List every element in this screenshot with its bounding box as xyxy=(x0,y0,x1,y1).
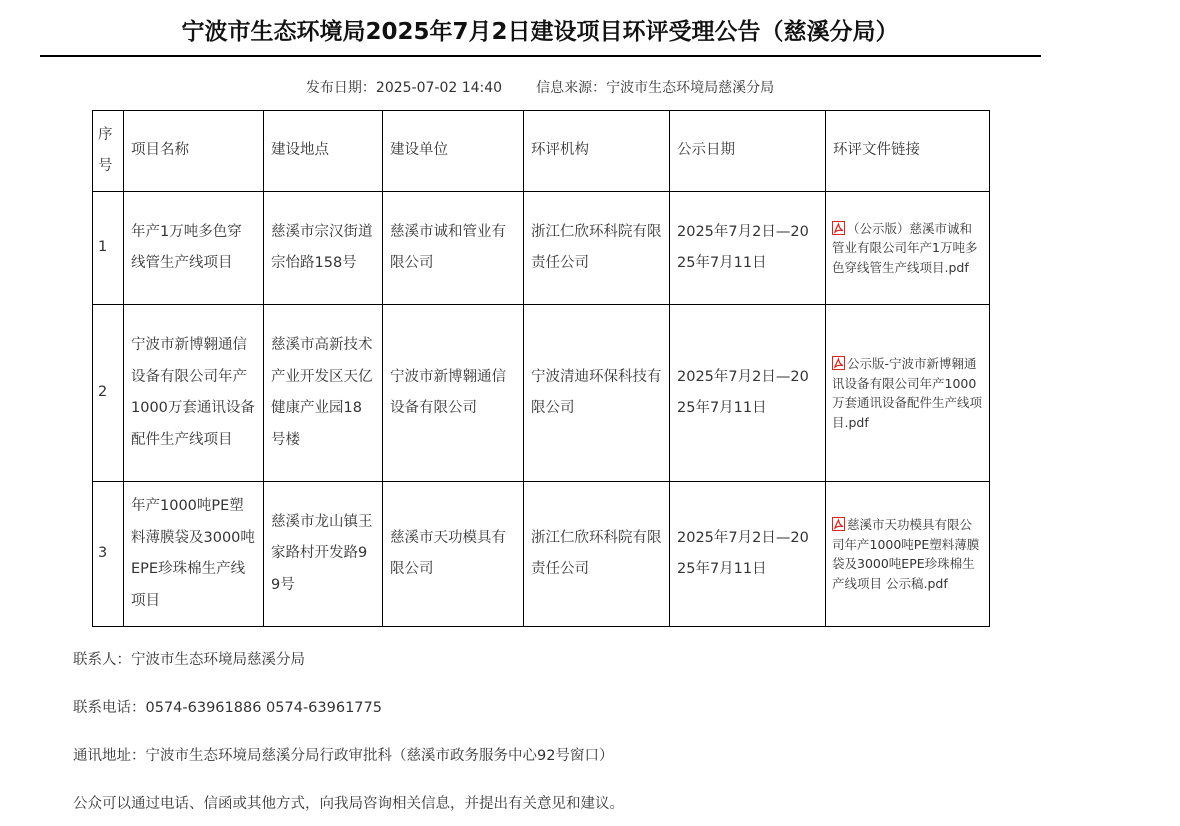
contact-address: 通讯地址：宁波市生态环境局慈溪分局行政审批科（慈溪市政务服务中心92号窗口） xyxy=(73,748,614,764)
header-agency: 环评机构 xyxy=(524,111,670,192)
publish-date: 发布日期：2025-07-02 14:40 xyxy=(305,80,503,96)
pdf-icon xyxy=(832,356,845,370)
file-link-text[interactable]: 公示版-宁波市新博翱通讯设备有限公司年产1000万套通讯设备配件生产线项目.pdf xyxy=(832,356,983,430)
page-title: 宁波市生态环境局2025年7月2日建设项目环评受理公告（慈溪分局） xyxy=(181,19,899,45)
row-agency: 浙江仁欣环科院有限责任公司 xyxy=(524,482,670,627)
row-file-link[interactable] xyxy=(826,305,990,482)
table-row xyxy=(93,192,990,305)
row-date: 2025年7月2日—2025年7月11日 xyxy=(670,192,826,305)
row-unit: 慈溪市诚和管业有限公司 xyxy=(383,192,524,305)
row-seq: 1 xyxy=(93,192,124,305)
row-location: 慈溪市宗汉街道宗怡路158号 xyxy=(264,192,383,305)
pdf-icon xyxy=(832,221,845,235)
row-file-link[interactable] xyxy=(826,192,990,305)
project-table xyxy=(92,110,990,627)
row-seq: 3 xyxy=(93,482,124,627)
title-divider xyxy=(40,55,1041,57)
row-location: 慈溪市龙山镇王家路村开发路99号 xyxy=(264,482,383,627)
row-name: 年产1000吨PE塑料薄膜袋及3000吨EPE珍珠棉生产线项目 xyxy=(124,482,264,627)
header-unit: 建设单位 xyxy=(383,111,524,192)
table-row xyxy=(93,305,990,482)
public-notice: 公众可以通过电话、信函或其他方式，向我局咨询相关信息，并提出有关意见和建议。 xyxy=(73,796,624,812)
row-agency: 浙江仁欣环科院有限责任公司 xyxy=(524,192,670,305)
info-source: 信息来源：宁波市生态环境局慈溪分局 xyxy=(536,80,775,96)
row-name: 宁波市新博翱通信设备有限公司年产1000万套通讯设备配件生产线项目 xyxy=(124,305,264,482)
contact-person: 联系人：宁波市生态环境局慈溪分局 xyxy=(73,652,305,668)
row-date: 2025年7月2日—2025年7月11日 xyxy=(670,305,826,482)
header-name: 项目名称 xyxy=(124,111,264,192)
row-location: 慈溪市高新技术产业开发区天亿健康产业园18号楼 xyxy=(264,305,383,482)
file-link-text[interactable]: （公示版）慈溪市诚和管业有限公司年产1万吨多色穿线管生产线项目.pdf xyxy=(832,220,978,275)
article-meta xyxy=(40,78,1040,98)
row-date: 2025年7月2日—2025年7月11日 xyxy=(670,482,826,627)
table-row xyxy=(93,482,990,627)
header-location: 建设地点 xyxy=(264,111,383,192)
row-agency: 宁波清迪环保科技有限公司 xyxy=(524,305,670,482)
header-seq: 序号 xyxy=(93,111,124,192)
pdf-icon xyxy=(832,517,845,531)
file-link-text[interactable]: 慈溪市天功模具有限公司年产1000吨PE塑料薄膜袋及3000吨EPE珍珠棉生产线项目 公示稿.pdf xyxy=(832,517,980,591)
table-header-row xyxy=(93,111,990,192)
contact-phone: 联系电话：0574-63961886 0574-63961775 xyxy=(73,700,382,716)
row-unit: 宁波市新博翱通信设备有限公司 xyxy=(383,305,524,482)
header-date: 公示日期 xyxy=(670,111,826,192)
row-unit: 慈溪市天功模具有限公司 xyxy=(383,482,524,627)
row-file-link[interactable] xyxy=(826,482,990,627)
row-name: 年产1万吨多色穿线管生产线项目 xyxy=(124,192,264,305)
row-seq: 2 xyxy=(93,305,124,482)
header-link: 环评文件链接 xyxy=(826,111,990,192)
